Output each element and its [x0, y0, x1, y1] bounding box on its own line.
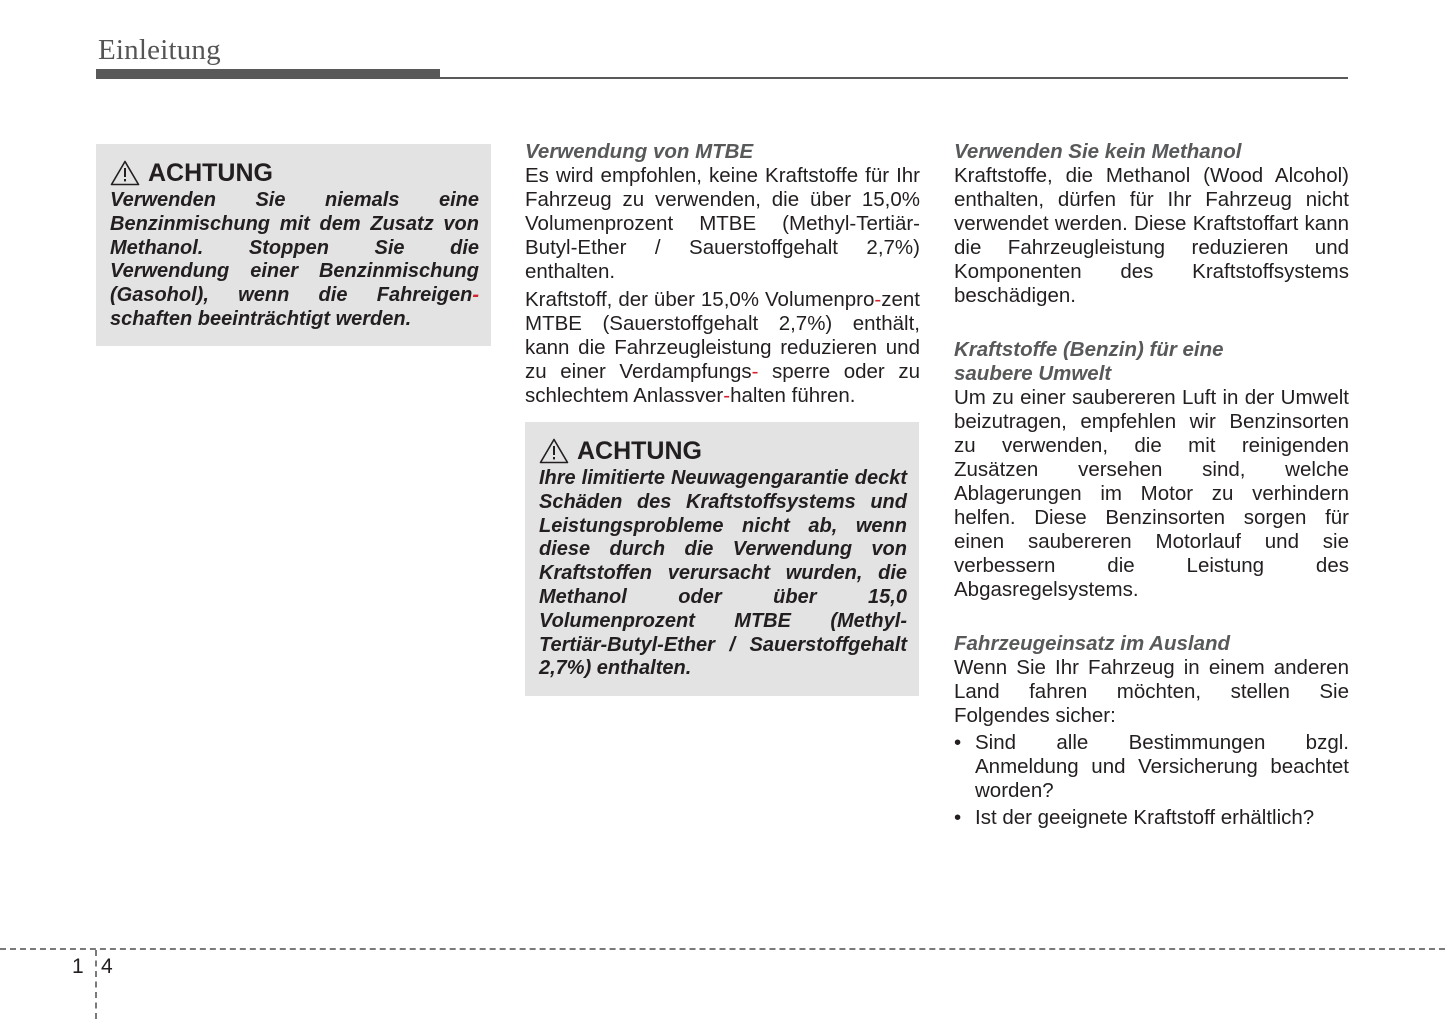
section-heading-abroad: Fahrzeugeinsatz im Ausland [954, 632, 1231, 655]
warning-header [539, 436, 907, 466]
footer-dashed-rule [0, 948, 1445, 950]
column-left [96, 140, 491, 346]
chapter-number: 1 [72, 955, 84, 978]
warning-triangle-icon [539, 438, 569, 464]
mtbe-paragraph-2: Kraftstoff, der über 15,0% Volumenpro-zent MTBE (Sauerstoffgehalt 2,7%) enthält, kann die Fahrzeugleistung reduzieren und zu einer Verdampfungs- sperre oder zu schlechtem Anlassver-halten führen. [525, 288, 920, 407]
header-accent-bar [96, 69, 440, 79]
warning-box-mtbe [525, 422, 919, 696]
header-rule [440, 77, 1348, 79]
warning-triangle-icon [110, 160, 140, 186]
warning-title: ACHTUNG [577, 437, 702, 465]
mtbe-paragraph-1: Es wird empfohlen, keine Kraftstoffe für Ihr Fahrzeug zu verwenden, die über 15,0% Volumenprozent MTBE (Methyl-Tertiär-Butyl-Ether / Sauerstoffgehalt 2,7%) enthalten. [525, 164, 920, 283]
column-right [954, 140, 1349, 833]
clean-fuel-paragraph: Um zu einer saubereren Luft in der Umwelt beizutragen, empfehlen wir Benzinsorten zu verwenden, die mit reinigenden Zusätzen versehen sind, welche Ablagerungen im Motor zu verhindern helfen. Diese Benzinsorten sorgen für einen saubereren Motorlauf und sie verbessern die Leistung des Abgasregelsystems. [954, 386, 1349, 601]
warning-text: Ihre limitierte Neuwagengarantie deckt Schäden des Kraftstoffsystems und Leistungsprobleme nicht ab, wenn diese durch die Verwendung von Kraftstoffen verursacht wurden, die Methanol oder über 15,0 Volumenprozent MTBE (Methyl-Tertiär-Butyl-Ether / Sauerstoffgehalt 2,7%) enthalten. [539, 467, 907, 680]
page-number: 4 [101, 955, 113, 978]
abroad-checklist [954, 731, 1349, 830]
warning-title: ACHTUNG [148, 159, 273, 187]
methanol-paragraph: Kraftstoffe, die Methanol (Wood Alcohol) enthalten, dürfen für Ihr Fahrzeug nicht verwendet werden. Diese Kraftstoffart kann die Fahrzeugleistung reduzieren und Komponenten des Kraftstoffsystems beschädigen. [954, 164, 1349, 307]
section-heading-clean-fuel: Kraftstoffe (Benzin) für eine saubere Umwelt [954, 338, 1224, 385]
section-heading-methanol: Verwenden Sie kein Methanol [954, 140, 1242, 163]
warning-text: Verwenden Sie niemals eine Benzinmischung mit dem Zusatz von Methanol. Stoppen Sie die Verwendung einer Benzinmischung (Gasohol), wenn die Fahreigen- schaften beeinträchtigt werden. [110, 189, 479, 330]
warning-header [110, 158, 479, 188]
page-title: Einleitung [98, 34, 221, 66]
column-middle [525, 140, 920, 696]
warning-box [96, 144, 491, 346]
section-heading-mtbe: Verwendung von MTBE [525, 140, 754, 163]
list-item: • Ist der geeignete Kraftstoff erhältlich? [954, 806, 1349, 830]
abroad-paragraph: Wenn Sie Ihr Fahrzeug in einem anderen Land fahren möchten, stellen Sie Folgendes sicher: [954, 656, 1349, 727]
list-item: • Sind alle Bestimmungen bzgl. Anmeldung und Versicherung beachtet worden? [954, 731, 1349, 803]
footer-dashed-divider [95, 950, 97, 1019]
